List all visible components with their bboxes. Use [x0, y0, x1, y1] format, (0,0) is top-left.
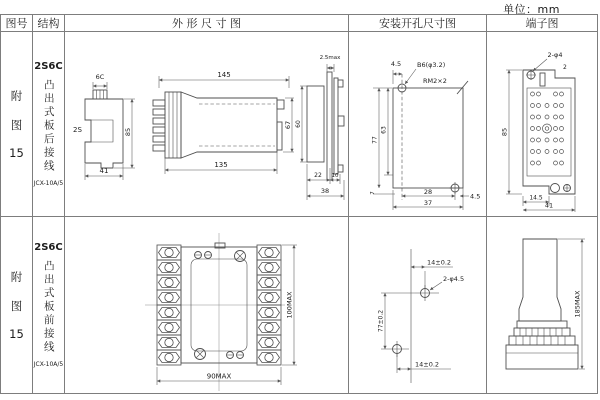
dim-85: 85	[500, 127, 509, 137]
callout-2-phi45: 2-φ4.5	[443, 275, 465, 283]
dim-22: 22	[314, 172, 322, 179]
dim-77-left: 77±0.2	[377, 309, 385, 333]
dim-67: 67	[284, 120, 292, 130]
mounting-holes-drawing-2	[363, 241, 481, 391]
row2-outline-cell	[65, 217, 349, 393]
structure-text: 凸出式板后接线	[42, 78, 55, 174]
fig-char: 图	[10, 118, 23, 132]
row2-structure	[33, 217, 65, 393]
label-2: 2	[563, 64, 567, 71]
row2-fig-no	[1, 217, 33, 393]
outline-long-view-drawing	[151, 62, 297, 186]
callout-b6: B6(φ3.2)	[417, 61, 446, 69]
outline-panel-section-drawing	[297, 50, 347, 210]
fig-char: 附	[10, 89, 23, 103]
header-mounting: 安装开孔尺寸图	[349, 15, 487, 32]
outline-side-view-drawing	[71, 70, 149, 188]
row1-structure	[33, 32, 65, 217]
dim-77: 77	[371, 136, 379, 144]
dim-7: 7	[370, 191, 376, 195]
dim-10: 10	[331, 173, 339, 179]
dim-38: 38	[320, 187, 330, 195]
dim-60: 60	[295, 120, 302, 128]
header-terminal: 端子图	[487, 15, 597, 32]
dim-14-bottom: 14±0.2	[415, 360, 440, 369]
row2-terminal-cell	[487, 217, 597, 393]
structure-text: 凸出式板前接线	[42, 259, 55, 355]
callout-2-phi4: 2-φ4	[547, 51, 563, 59]
header-outline: 外 形 尺 寸 图	[65, 15, 349, 32]
dim-41: 41	[99, 167, 109, 175]
terminal-block-drawing	[493, 48, 597, 214]
dim-145: 145	[217, 71, 231, 79]
row1-terminal-cell	[487, 32, 597, 217]
model-code: 2S6C	[34, 241, 63, 253]
row1-outline-cell	[65, 32, 349, 217]
dim-63: 63	[380, 126, 388, 134]
dim-45-right: 4.5	[470, 192, 481, 201]
model-code: 2S6C	[34, 60, 63, 72]
mounting-holes-drawing	[359, 54, 485, 212]
row1-mounting-cell	[349, 32, 487, 217]
dim-45-top: 4.5	[390, 60, 402, 68]
fig-char: 图	[10, 299, 23, 313]
dim-185max: 185MAX	[573, 290, 582, 318]
label-2s: 2S	[73, 126, 82, 134]
header-structure: 结构	[33, 15, 65, 32]
dim-6c: 6C	[95, 73, 105, 81]
fig-char: 15	[9, 146, 24, 160]
sub-model-code: JCX-10A/5	[33, 180, 64, 188]
callout-rm2x2: RM2×2	[423, 77, 447, 85]
row1-fig-no	[1, 32, 33, 217]
dim-85: 85	[124, 127, 132, 137]
dim-25max: 2.5max	[319, 55, 341, 61]
dim-37: 37	[423, 199, 433, 207]
header-fig-no: 图号	[1, 15, 33, 32]
front-view-drawing	[145, 233, 301, 393]
sub-model-code: JCX-10A/5	[33, 361, 64, 369]
row2-mounting-cell	[349, 217, 487, 393]
fig-char: 附	[10, 270, 23, 284]
dim-90max: 90MAX	[206, 372, 232, 381]
relay-on-socket-drawing	[495, 231, 595, 391]
dim-14-5: 14.5	[529, 194, 543, 202]
dim-14-top: 14±0.2	[427, 258, 452, 267]
drawing-table	[0, 14, 598, 394]
dim-41: 41	[544, 201, 554, 210]
dim-100max: 100MAX	[285, 291, 294, 319]
unit-note: 单位：mm	[503, 3, 560, 16]
dim-135: 135	[214, 161, 228, 169]
fig-char: 15	[9, 327, 24, 341]
dim-28: 28	[423, 188, 433, 196]
